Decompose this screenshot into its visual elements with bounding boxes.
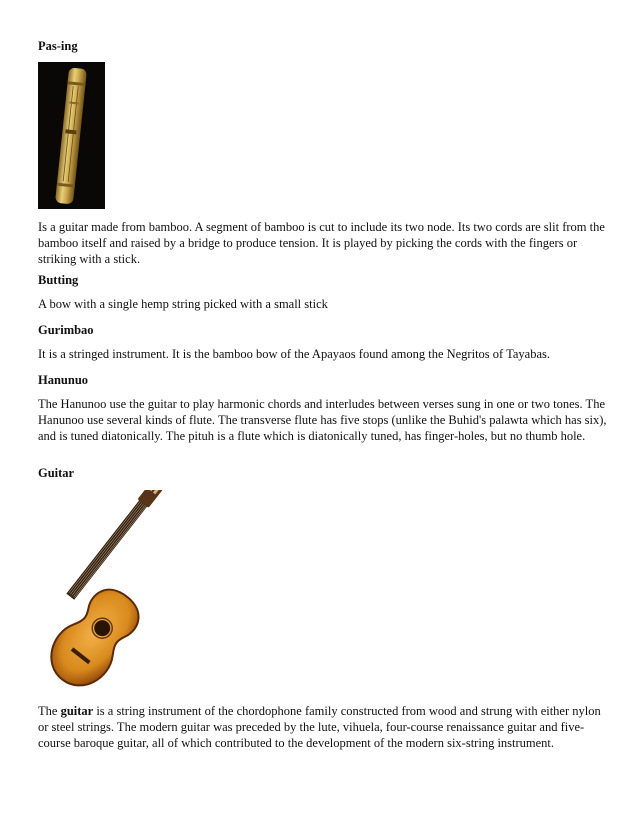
guitar-text-rest: is a string instrument of the chordophone family constructed from wood and strung with either nylon or steel strings. The modern guitar was preceded by the lute, vihuela, four-course renaissance guitar and five-course baroque guitar, all of which contributed to the development of the modern six-string instrument. (38, 704, 601, 750)
paragraph-gurimbao: It is a stringed instrument. It is the bamboo bow of the Apayaos found among the Negritos of Tayabas. (38, 347, 550, 361)
bamboo-zither-image (38, 62, 105, 209)
paragraph-guitar (38, 703, 608, 751)
heading-gurimbao: Gurimbao (38, 323, 94, 337)
heading-butting: Butting (38, 273, 79, 287)
guitar-text-prefix: The (38, 704, 61, 718)
paragraph-butting: A bow with a single hemp string picked with a small stick (38, 297, 328, 311)
heading-guitar: Guitar (38, 466, 75, 480)
guitar-term: guitar (60, 704, 94, 718)
heading-hanunuo: Hanunuo (38, 373, 89, 387)
paragraph-hanunuo: The Hanunoo use the guitar to play harmonic chords and interludes between verses sung in one or two tones. The Hanunoo use several kinds of flute. The transverse flute has five stops (unlike the Buhid's palawta which has six), and is tuned diatonically. The pituh is a flute which is diatonically tuned, has finger-holes, but no thumb hole. (38, 397, 607, 443)
paragraph-pas-ing: Is a guitar made from bamboo. A segment of bamboo is cut to include its two node. Its two cords are slit from the bamboo itself and raised by a bridge to produce tension. It is played by picking the cords with the fingers or striking with a stick. (38, 220, 605, 266)
classical-guitar-image (38, 490, 168, 695)
heading-pas-ing: Pas-ing (38, 39, 78, 53)
